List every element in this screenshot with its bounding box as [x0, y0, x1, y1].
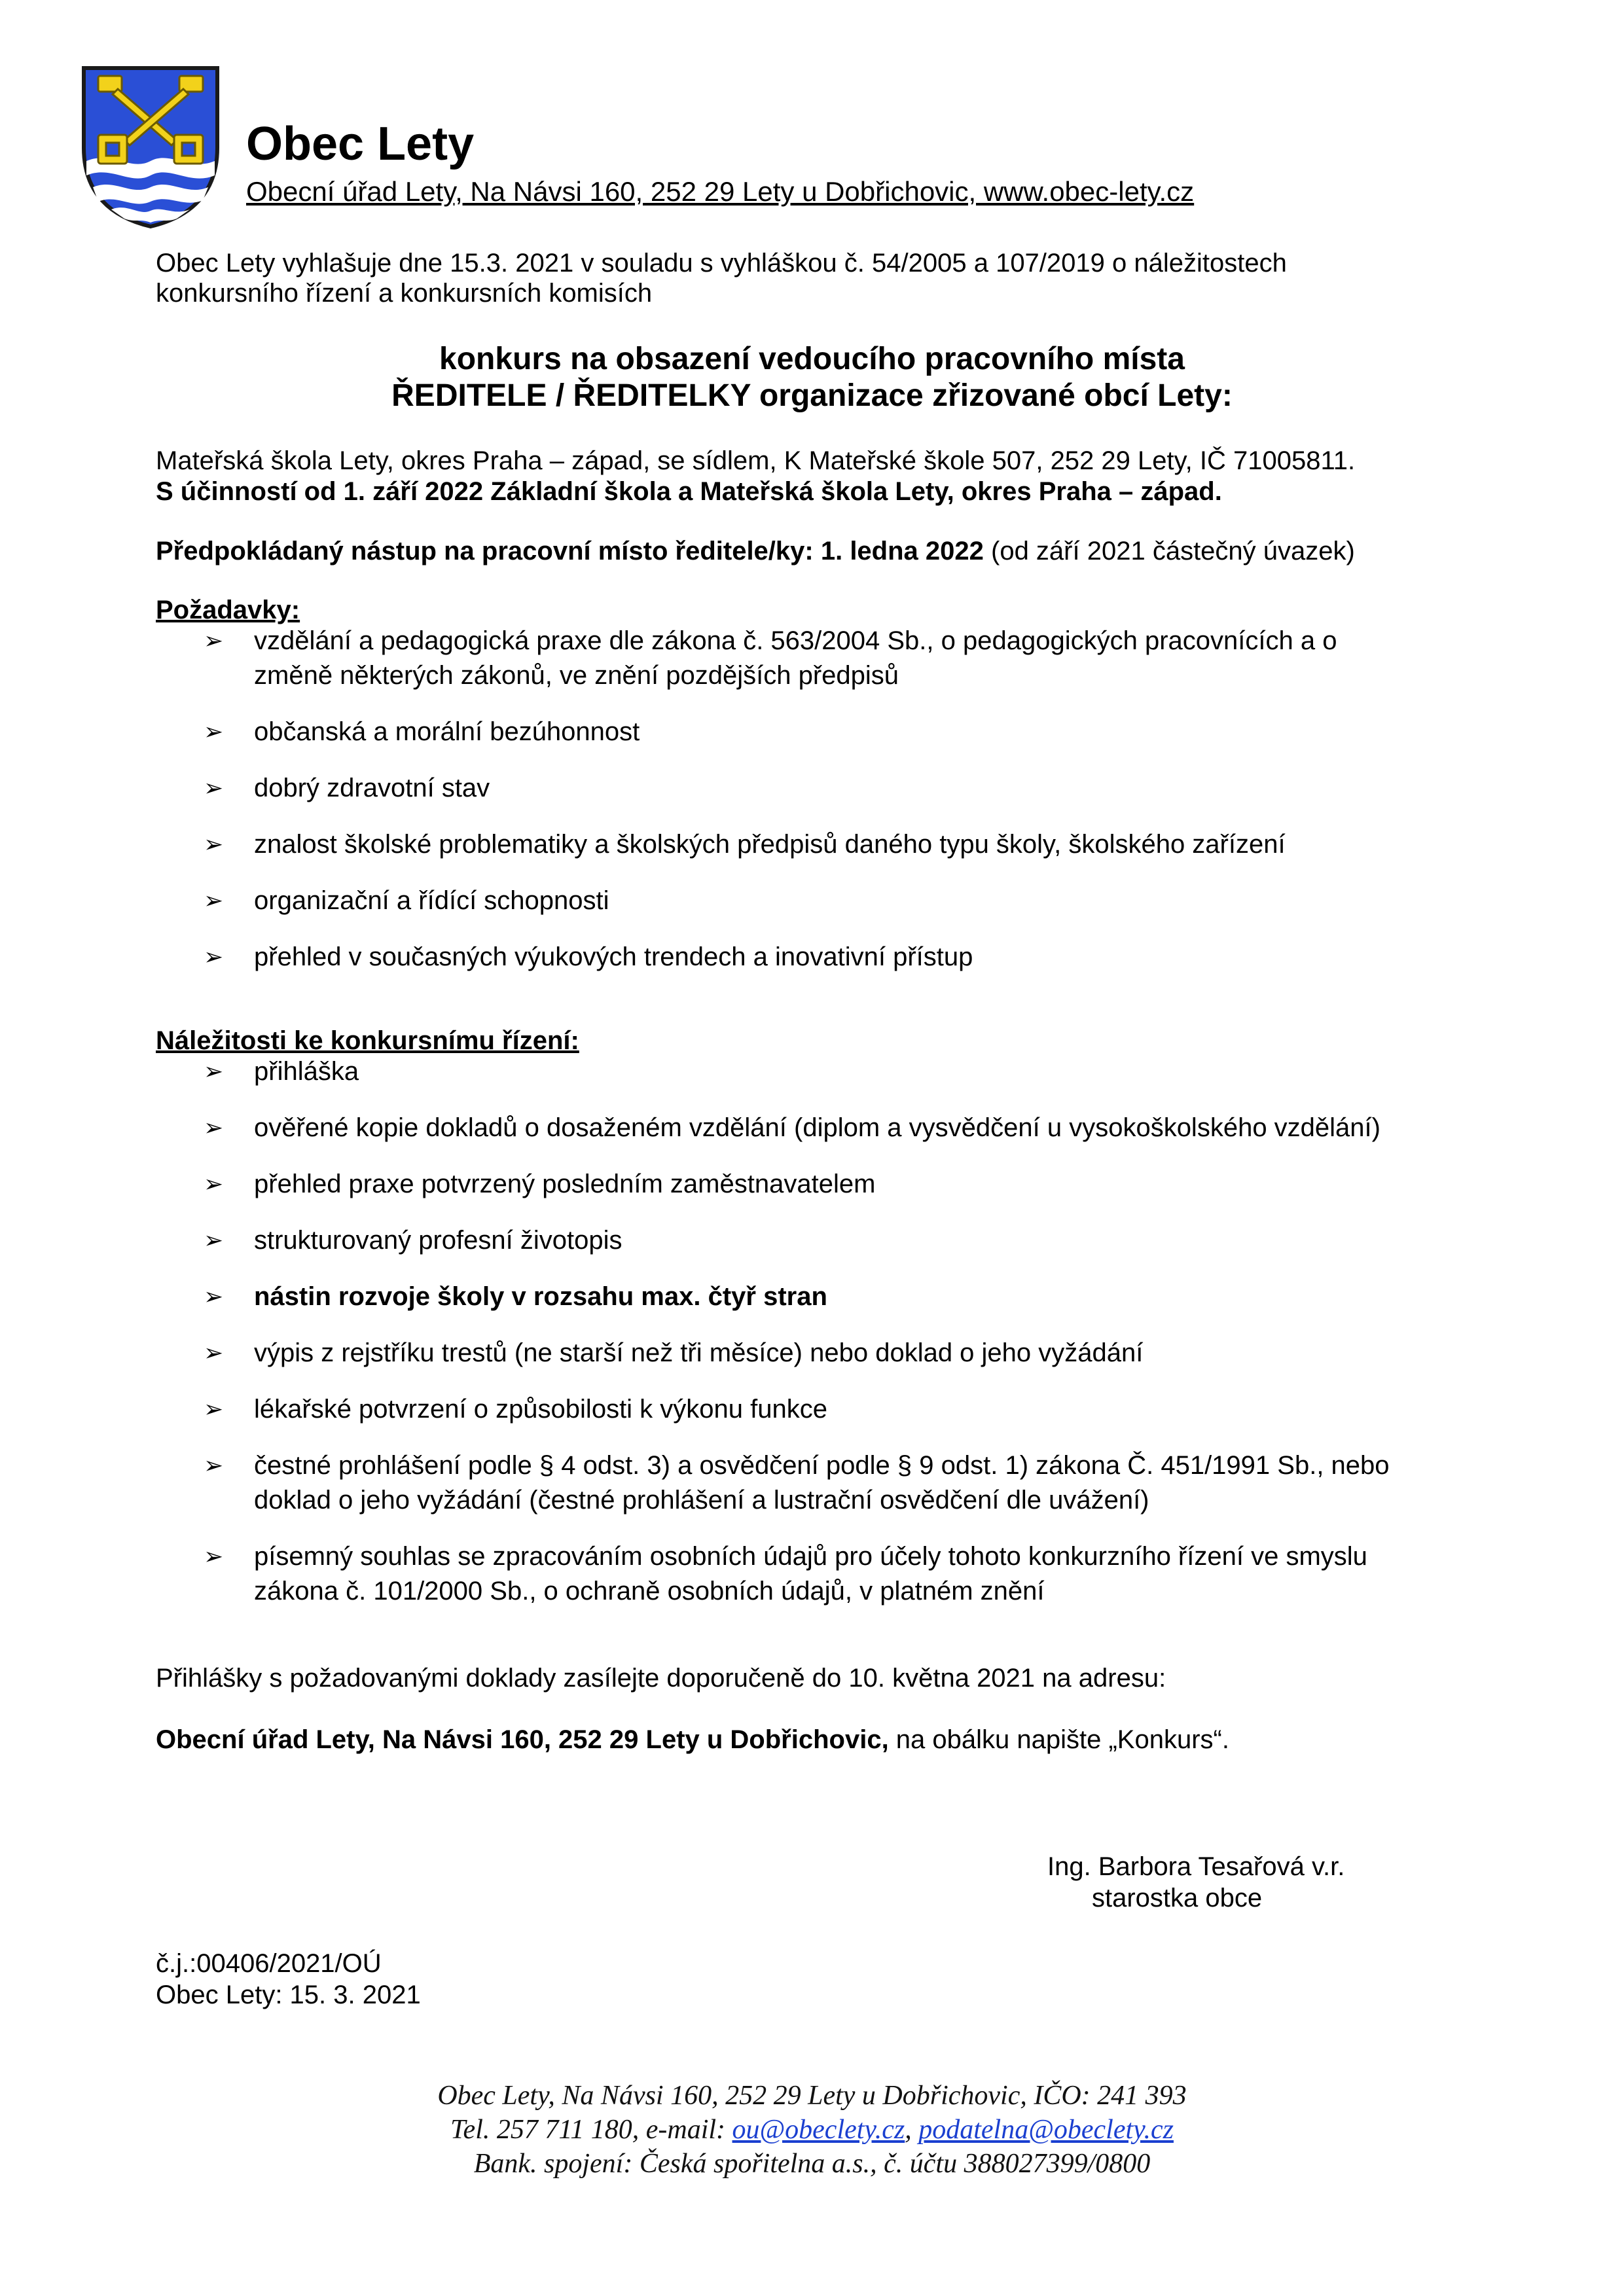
requirement-item: občanská a morální bezúhonnost — [254, 717, 640, 746]
document-item-continuation: zákona č. 101/2000 Sb., o ochraně osobních údajů, v platném znění — [254, 1577, 1045, 1605]
arrow-bullet-icon: ➢ — [204, 887, 224, 914]
arrow-bullet-icon: ➢ — [204, 1058, 224, 1085]
requirements-heading: Požadavky: — [156, 596, 300, 624]
document-item-continuation: doklad o jeho vyžádání (čestné prohlášení a lustrační osvědčení dle uvážení) — [254, 1486, 1149, 1515]
arrow-bullet-icon: ➢ — [204, 831, 224, 857]
footer-contact — [0, 2113, 1624, 2147]
footer-address: Obec Lety, Na Návsi 160, 252 29 Lety u Dobřichovic, IČO: 241 393 — [437, 2081, 1187, 2111]
requirement-item: dobrý zdravotní stav — [254, 774, 490, 802]
arrow-bullet-icon: ➢ — [204, 718, 224, 745]
organization-line-2: S účinností od 1. září 2022 Základní škola a Mateřská škola Lety, okres Praha – západ. — [156, 477, 1222, 506]
document-item: výpis z rejstříku trestů (ne starší než tři měsíce) nebo doklad o jeho vyžádání — [254, 1338, 1144, 1367]
requirement-item: přehled v současných výukových trendech a inovativní přístup — [254, 942, 973, 971]
document-item: písemný souhlas se zpracováním osobních údajů pro účely tohoto konkurzního řízení ve smyslu — [254, 1542, 1367, 1571]
footer-bank: Bank. spojení: Česká spořitelna a.s., č. účtu 388027399/0800 — [473, 2149, 1151, 2179]
intro-line-1: Obec Lety vyhlašuje dne 15.3. 2021 v souladu s vyhláškou č. 54/2005 a 107/2019 o náležitostech — [156, 249, 1287, 278]
expected-start — [156, 535, 1355, 567]
arrow-bullet-icon: ➢ — [204, 1170, 224, 1197]
requirement-item-continuation: změně některých zákonů, ve znění pozdějších předpisů — [254, 661, 899, 690]
submission-address-bold: Obecní úřad Lety, Na Návsi 160, 252 29 Lety u Dobřichovic, — [156, 1725, 889, 1754]
arrow-bullet-icon: ➢ — [204, 1543, 224, 1570]
expected-start-bold: Předpokládaný nástup na pracovní místo ředitele/ky: 1. ledna 2022 — [156, 537, 984, 565]
documents-heading: Náležitosti ke konkursnímu řízení: — [156, 1026, 579, 1055]
requirement-item: vzdělání a pedagogická praxe dle zákona č. 563/2004 Sb., o pedagogických pracovnících a o — [254, 626, 1337, 655]
document-item: přehled praxe potvrzený posledním zaměstnavatelem — [254, 1170, 876, 1198]
reference-number: č.j.:00406/2021/OÚ — [156, 1949, 382, 1978]
organization-line-1: Mateřská škola Lety, okres Praha – západ, se sídlem, K Mateřské škole 507, 252 29 Lety, IČ 71005811. — [156, 446, 1356, 475]
arrow-bullet-icon: ➢ — [204, 774, 224, 801]
signatory-name: Ing. Barbora Tesařová v.r. — [1047, 1852, 1345, 1881]
document-item: přihláška — [254, 1057, 359, 1086]
arrow-bullet-icon: ➢ — [204, 1395, 224, 1422]
email-link-podatelna[interactable]: podatelna@obeclety.cz — [918, 2115, 1174, 2145]
document-item: ověřené kopie dokladů o dosaženém vzdělání (diplom a vysvědčení u vysokoškolského vzdělání) — [254, 1113, 1380, 1142]
submission-address-note: na obálku napište „Konkurs“. — [888, 1725, 1229, 1754]
document-item: čestné prohlášení podle § 4 odst. 3) a osvědčení podle § 9 odst. 1) zákona Č. 451/1991 Sb., nebo — [254, 1451, 1390, 1480]
intro-line-2: konkursního řízení a konkursních komisích — [156, 279, 653, 308]
document-item: lékařské potvrzení o způsobilosti k výkonu funkce — [254, 1395, 827, 1424]
municipality-crest-icon — [79, 63, 223, 230]
footer-separator: , — [905, 2115, 919, 2145]
requirement-item: organizační a řídící schopnosti — [254, 886, 609, 915]
arrow-bullet-icon: ➢ — [204, 943, 224, 970]
competition-heading-line-1: konkurs na obsazení vedoucího pracovního místa — [439, 342, 1185, 376]
expected-start-note: (od září 2021 částečný úvazek) — [983, 537, 1355, 565]
office-address-line: Obecní úřad Lety, Na Návsi 160, 252 29 Lety u Dobřichovic, www.obec-lety.cz — [246, 176, 1195, 207]
arrow-bullet-icon: ➢ — [204, 1452, 224, 1479]
reference-date: Obec Lety: 15. 3. 2021 — [156, 1981, 421, 2009]
arrow-bullet-icon: ➢ — [204, 1339, 224, 1366]
arrow-bullet-icon: ➢ — [204, 627, 224, 654]
document-item: nástin rozvoje školy v rozsahu max. čtyř stran — [254, 1282, 827, 1311]
municipality-title: Obec Lety — [246, 118, 475, 170]
footer-phone: Tel. 257 711 180, e-mail: — [450, 2115, 732, 2145]
submission-instruction: Přihlášky s požadovanými doklady zasílejte doporučeně do 10. května 2021 na adresu: — [156, 1664, 1166, 1693]
signatory-role: starostka obce — [1092, 1884, 1263, 1912]
arrow-bullet-icon: ➢ — [204, 1114, 224, 1141]
arrow-bullet-icon: ➢ — [204, 1227, 224, 1253]
document-item: strukturovaný profesní životopis — [254, 1226, 623, 1255]
requirement-item: znalost školské problematiky a školských předpisů daného typu školy, školského zařízení — [254, 830, 1286, 859]
email-link-ou[interactable]: ou@obeclety.cz — [732, 2115, 905, 2145]
competition-heading-line-2: ŘEDITELE / ŘEDITELKY organizace zřizované obcí Lety: — [391, 378, 1233, 413]
arrow-bullet-icon: ➢ — [204, 1283, 224, 1310]
submission-address — [156, 1724, 1229, 1755]
